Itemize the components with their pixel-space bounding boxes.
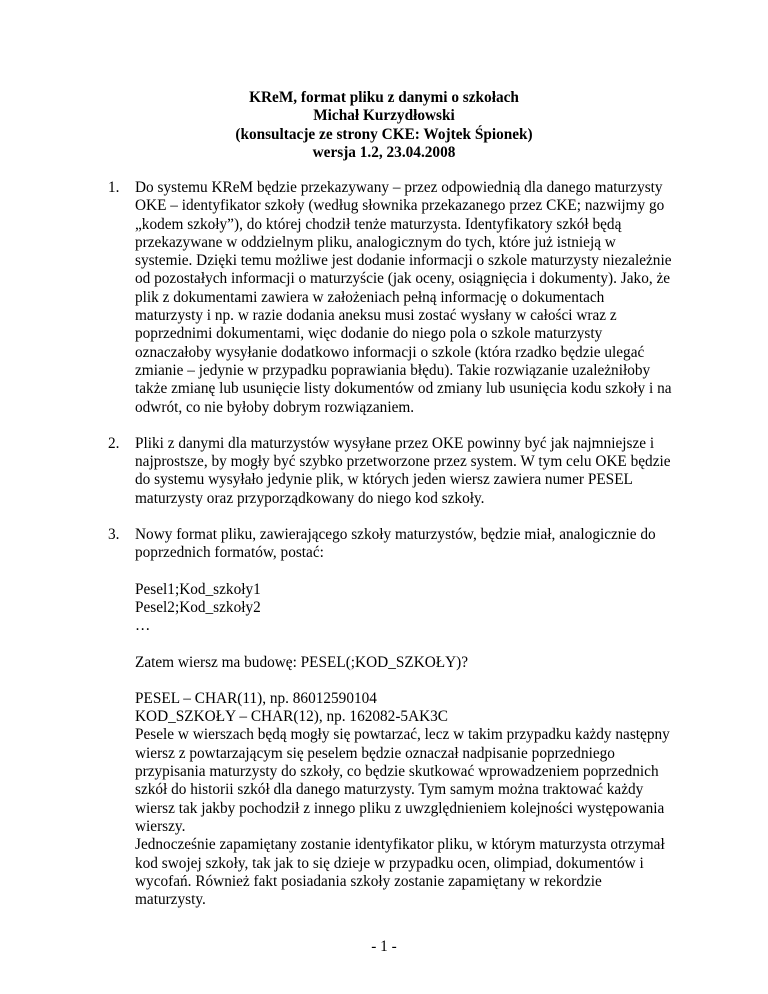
list-item-intro: Nowy format pliku, zawierającego szkoły maturzystów, będzie miał, analogicznie do poprzednich formatów, postać: <box>135 526 656 562</box>
field-definition: KOD_SZKOŁY – CHAR(12), np. 162082-5AK3C <box>135 708 449 726</box>
list-item-text: Do systemu KReM będzie przekazywany – przez odpowiednią dla danego maturzysty OKE – identyfikator szkoły (według słownika przekazanego przez CKE; nazwijmy go „kodem szkoły”), do której chodził tenże maturzysta. Identyfikatory szkół będą przekazywane w oddzielnym pliku, analogicznym do tych, które już istnieją w systemie. Dzięki temu możliwe jest dodanie informacji o szkole maturzysty niezależnie od pozostałych informacji o maturzyście (jak oceny, osiągnięcia i dokumenty). Jako, że plik z dokumentami zawiera w założeniach pełną informację o dokumentach maturzysty i np. w razie dodania aneksu musi zostać wysłany w całości wraz z poprzednimi dokumentami, więc dodanie do niego pola o szkole maturzysty oznaczałoby wysyłanie dodatkowo informacji o szkole (która rzadko będzie ulegać zmianie – jedynie w przypadku poprawiania błędu). Takie rozwiązanie uzależniłoby także zmianę lub usunięcie listy dokumentów od zmiany lub usunięcia kodu szkoły i na odwrót, co nie byłoby dobrym rozwiązaniem. <box>135 179 672 416</box>
example-line: Pesel2;Kod_szkoły2 <box>135 598 261 616</box>
list-item-text: Pliki z danymi dla maturzystów wysyłane przez OKE powinny być jak najmniejsze i najprostsze, by mogły być szybko przetworzone przez system. W tym celu OKE będzie do systemu wysyłało jedynie plik, w których jeden wiersz zawiera numer PESEL maturzysty oraz przyporządkowany do niego kod szkoły. <box>135 434 671 507</box>
document-author: Michał Kurzydłowski <box>313 107 455 125</box>
numbered-list <box>104 179 674 909</box>
file-format-example <box>135 581 674 636</box>
list-item-number: 1. <box>108 179 120 196</box>
list-item <box>104 526 674 909</box>
document-consultation: (konsultacje ze strony CKE: Wojtek Śpionek) <box>235 125 533 143</box>
list-item-number: 3. <box>108 526 120 544</box>
list-item-number: 2. <box>108 434 120 452</box>
list-item <box>104 179 674 417</box>
paragraph-file-id: Jednocześnie zapamiętany zostanie identyfikator pliku, w którym maturzysta otrzymał kod swojej szkoły, tak jak to się dzieje w przypadku ocen, olimpiad, dokumentów i wycofań. Również fakt posiadania szkoły zostanie zapamiętany w rekordzie maturzysty. <box>135 836 665 909</box>
example-line: Pesel1;Kod_szkoły1 <box>135 580 261 598</box>
page-number: - 1 - <box>371 938 397 955</box>
row-structure: Zatem wiersz ma budowę: PESEL(;KOD_SZKOŁY)? <box>135 653 469 671</box>
field-definition: PESEL – CHAR(11), np. 86012590104 <box>135 689 377 707</box>
document-title: KReM, format pliku z danymi o szkołach <box>249 89 519 106</box>
list-item <box>104 435 674 508</box>
field-definitions <box>135 690 674 727</box>
document-header <box>0 89 768 162</box>
document-version: wersja 1.2, 23.04.2008 <box>312 143 456 161</box>
example-line: … <box>135 617 151 635</box>
paragraph-duplicates: Pesele w wierszach będą mogły się powtarzać, lecz w takim przypadku każdy następny wiersz z powtarzającym się peselem będzie oznaczał nadpisanie poprzedniego przypisania maturzysty do szkoły, co będzie skutkować wprowadzeniem poprzednich szkół do historii szkół dla danego maturzysty. Tym samym można traktować każdy wiersz tak jakby pochodził z innego pliku z uwzględnieniem kolejności występowania wierszy. <box>135 726 670 835</box>
